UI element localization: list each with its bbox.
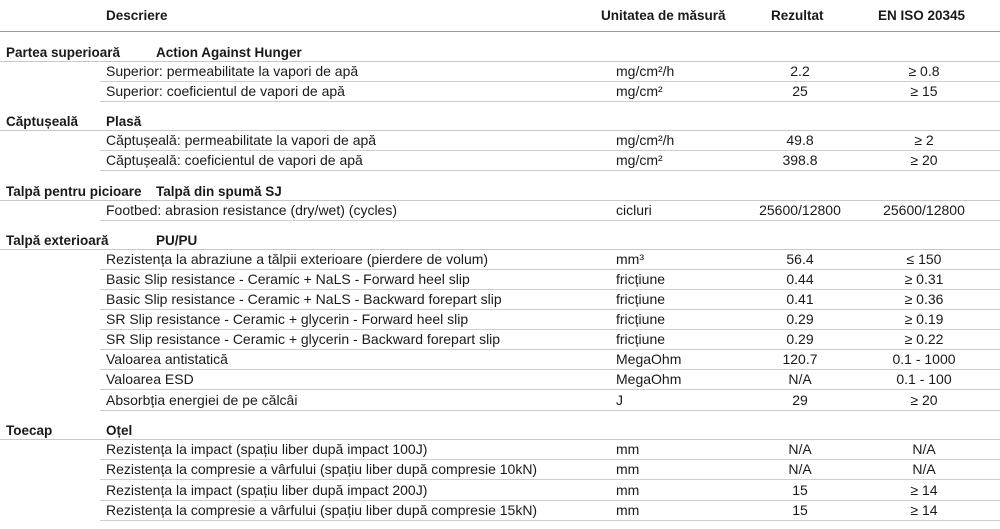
table-row [100,480,1000,501]
row-standard: ≥ 15 [910,83,938,99]
row-description: Basic Slip resistance - Ceramic + NaLS - Backward forepart slip [106,291,502,307]
row-standard: ≥ 14 [910,502,938,518]
row-description: Căptușeală: permeabilitate la vapori de apă [106,132,377,148]
row-result: 398.8 [782,152,818,168]
table-row [100,289,1000,310]
row-description: Superior: coeficientul de vapori de apă [106,83,345,99]
row-result: 25600/12800 [759,202,841,218]
row-unit: mg/cm²/h [616,63,675,79]
row-unit: mg/cm² [616,152,663,168]
row-result: 15 [792,502,808,518]
section-label: Toecap [6,423,53,438]
row-standard: ≥ 20 [910,152,938,168]
table-row [100,269,1000,290]
row-description: SR Slip resistance - Ceramic + glycerin - Backward forepart slip [106,331,501,347]
row-description: Absorbția energiei de pe călcâi [106,392,298,408]
section-header-upper [0,37,1000,62]
section-header-toecap [0,415,1000,440]
row-result: N/A [788,461,812,477]
row-unit: fricțiune [616,271,666,287]
row-description: Rezistența la abraziune a tălpii exterioare (pierdere de volum) [106,251,489,267]
section-material: Oțel [106,423,133,438]
row-description: Căptușeală: coeficientul de vapori de apă [106,152,363,168]
row-description: Rezistența la impact (spațiu liber după impact 100J) [106,441,428,457]
row-unit: fricțiune [616,331,666,347]
header-result: Rezultat [771,8,824,23]
row-standard: 0.1 - 100 [896,371,952,387]
row-standard: N/A [912,441,936,457]
section-material: PU/PU [156,233,198,248]
row-standard: ≥ 0.19 [904,311,944,327]
row-result: 15 [792,482,808,498]
row-standard: ≥ 14 [910,482,938,498]
row-result: 0.29 [786,311,814,327]
row-standard: ≥ 0.22 [904,331,944,347]
section-material: Talpă din spumă SJ [156,184,282,199]
table-header [0,0,1000,32]
section-label: Partea superioară [6,45,121,60]
row-standard: ≥ 20 [910,392,938,408]
table-row [100,309,1000,330]
row-unit: fricțiune [616,311,666,327]
row-description: Valoarea antistatică [106,351,228,367]
table-row [100,349,1000,370]
row-result: N/A [788,371,812,387]
table-row [100,81,1000,102]
table-row [100,249,1000,270]
header-unit: Unitatea de măsură [601,8,726,23]
row-result: 25 [792,83,808,99]
row-unit: mg/cm² [616,83,663,99]
row-standard: N/A [912,461,936,477]
section-material: Action Against Hunger [156,45,302,60]
table-row [100,61,1000,82]
row-unit: mm [616,482,640,498]
section-material: Plasă [106,114,142,129]
row-unit: fricțiune [616,291,666,307]
table-row [100,329,1000,350]
table-row [100,459,1000,480]
row-description: Valoarea ESD [106,371,194,387]
row-result: N/A [788,441,812,457]
table-row [100,200,1000,221]
table-row [100,130,1000,151]
row-result: 0.29 [786,331,814,347]
row-result: 29 [792,392,808,408]
section-header-footbed [0,176,1000,201]
table-row [100,390,1000,411]
row-description: Rezistența la compresie a vârfului (spațiu liber după compresie 10kN) [106,461,538,477]
row-standard: 25600/12800 [883,202,965,218]
row-result: 49.8 [786,132,814,148]
row-standard: ≥ 0.36 [904,291,944,307]
row-unit: cicluri [616,202,652,218]
row-description: Superior: permeabilitate la vapori de apă [106,63,359,79]
row-result: 120.7 [782,351,818,367]
row-unit: mg/cm²/h [616,132,675,148]
row-standard: ≥ 0.31 [904,271,944,287]
table-row [100,439,1000,460]
row-description: Rezistența la compresie a vârfului (spațiu liber după compresie 15kN) [106,502,538,518]
row-description: Rezistența la impact (spațiu liber după impact 200J) [106,482,428,498]
section-label: Talpă pentru picioare [6,184,142,199]
row-description: SR Slip resistance - Ceramic + glycerin - Forward heel slip [106,311,469,327]
row-unit: MegaOhm [616,371,682,387]
row-result: 2.2 [790,63,810,79]
row-unit: mm [616,461,640,477]
row-description: Basic Slip resistance - Ceramic + NaLS - Forward heel slip [106,271,470,287]
row-result: 0.41 [786,291,814,307]
section-label: Talpă exterioară [6,233,109,248]
header-standard: EN ISO 20345 [878,8,966,23]
row-unit: mm [616,441,640,457]
section-label: Căptușeală [6,114,79,129]
row-standard: ≥ 0.8 [908,63,940,79]
row-standard: ≤ 150 [906,251,942,267]
row-standard: ≥ 2 [914,132,934,148]
row-result: 56.4 [786,251,814,267]
row-unit: J [616,392,623,408]
header-description: Descriere [106,8,168,23]
table-row [100,500,1000,521]
row-unit: mm³ [616,251,644,267]
row-description: Footbed: abrasion resistance (dry/wet) (cycles) [106,202,397,218]
row-result: 0.44 [786,271,814,287]
section-header-lining [0,106,1000,131]
row-unit: mm [616,502,640,518]
row-unit: MegaOhm [616,351,682,367]
section-header-outsole [0,225,1000,250]
table-row [100,150,1000,171]
row-standard: 0.1 - 1000 [892,351,956,367]
table-row [100,369,1000,390]
